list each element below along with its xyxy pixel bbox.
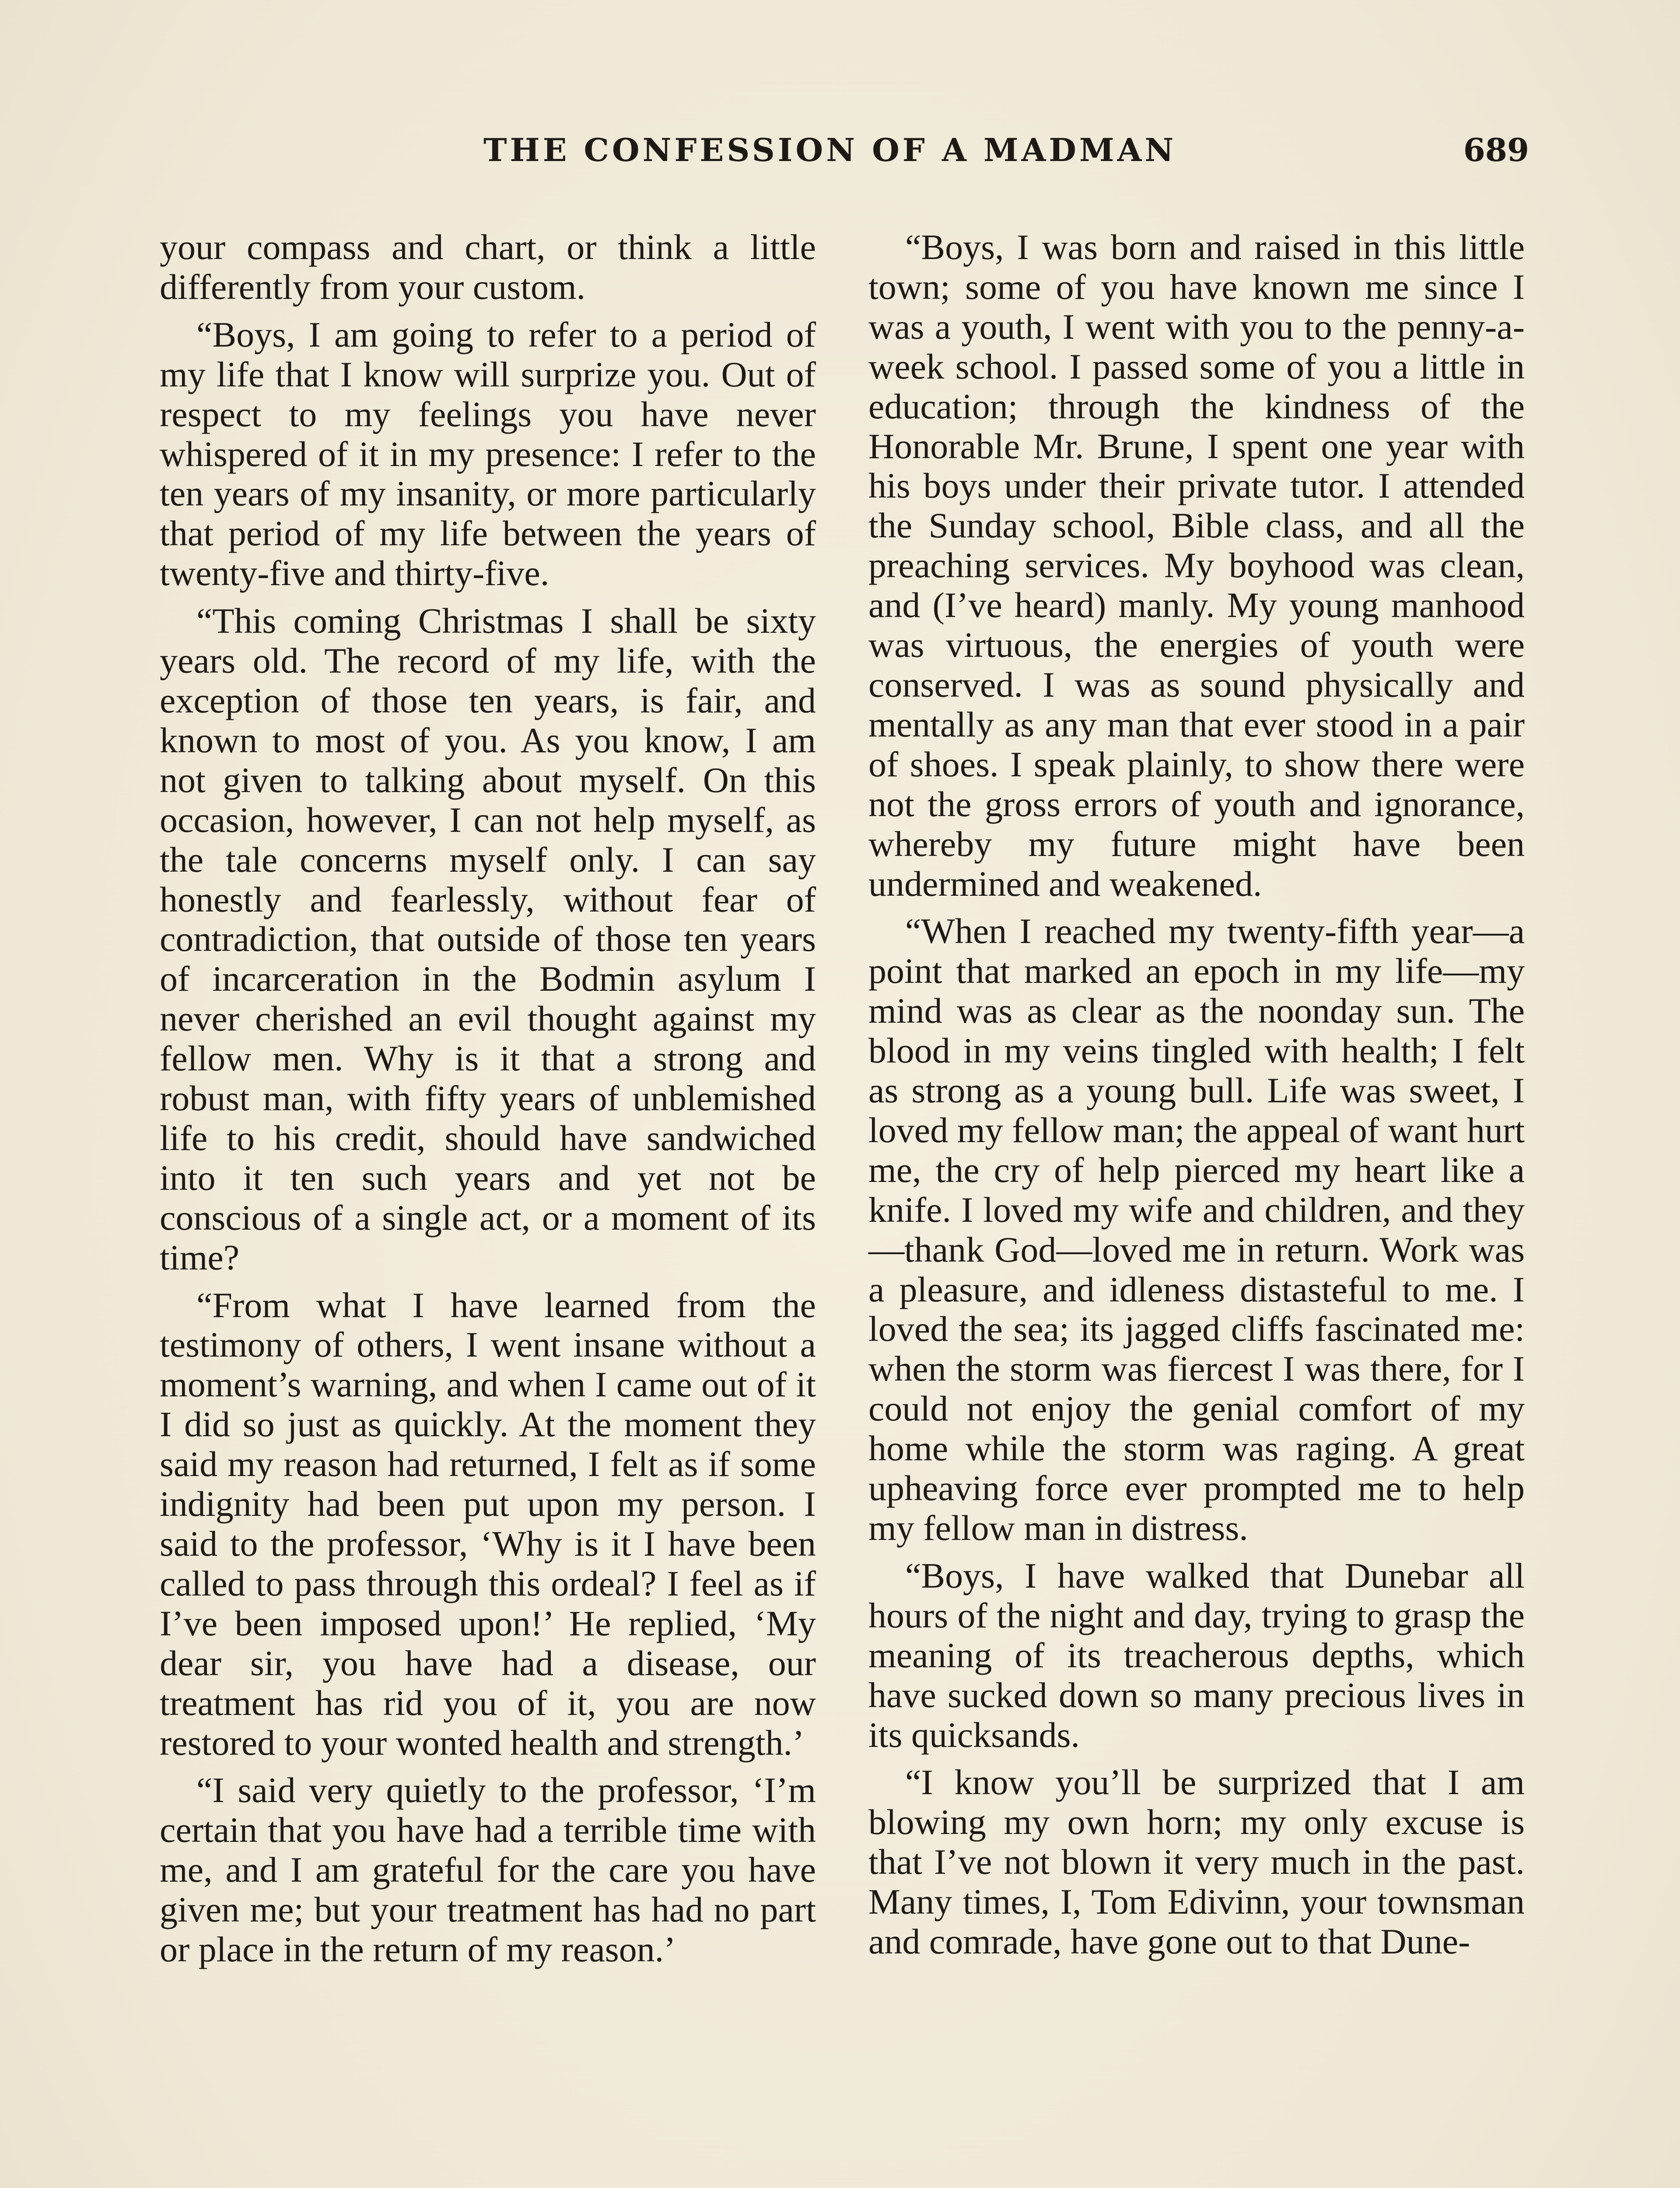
paragraph: “I know you’ll be surprized that I am blowing my own horn; my only excuse is that I’ve not blown it very much in the past. Many times, I, Tom Edivinn, your townsman and comrade, have gone out to that Dune- — [868, 1762, 1525, 1962]
right-text-column — [868, 228, 1525, 1970]
paragraph: your compass and chart, or think a little differently from your custom. — [160, 227, 816, 307]
paragraph: “Boys, I was born and raised in this little town; some of you have known me since I was a youth, I went with you to the penny-a-week school. I passed some of you a little in education; through the kindness of the Honorable Mr. Brune, I spent one year with his boys under their private tutor. I attended the Sunday school, Bible class, and all the preaching services. My boyhood was clean, and (I’ve heard) manly. My young manhood was virtuous, the energies of youth were conserved. I was as sound physically and mentally as any man that ever stood in a pair of shoes. I speak plainly, to show there were not the gross errors of youth and ignorance, whereby my future might have been undermined and weakened. — [868, 227, 1525, 904]
paragraph: “Boys, I am going to refer to a period of my life that I know will surprize you. Out of respect to my feelings you have never whispered of it in my presence: I refer to the ten years of my insanity, or more particularly that period of my life between the years of twenty-five and thirty-five. — [160, 314, 816, 593]
left-text-column — [160, 228, 816, 1978]
running-header — [160, 131, 1529, 184]
paragraph: “When I reached my twenty-fifth year—a point that marked an epoch in my life—my mind was as clear as the noonday sun. The blood in my veins tingled with health; I felt as strong as a young bull. Life was sweet, I loved my fellow man; the appeal of want hurt me, the cry of help pierced my heart like a knife. I loved my wife and children, and they—thank God—loved me in return. Work was a pleasure, and idleness distasteful to me. I loved the sea; its jagged cliffs fascinated me: when the storm was fiercest I was there, for I could not enjoy the genial comfort of my home while the storm was raging. A great upheaving force ever prompted me to help my fellow man in distress. — [868, 911, 1525, 1548]
paragraph: “Boys, I have walked that Dunebar all hours of the night and day, trying to grasp the meaning of its treacherous depths, which have sucked down so many precious lives in its quicksands. — [868, 1555, 1525, 1755]
paragraph: “I said very quietly to the professor, ‘I’m certain that you have had a terrible time with me, and I am grateful for the care you have given me; but your treatment has had no part or place in the return of my reason.’ — [160, 1770, 816, 1970]
paragraph: “This coming Christmas I shall be sixty years old. The record of my life, with the exception of those ten years, is fair, and known to most of you. As you know, I am not given to talking about myself. On this occasion, however, I can not help myself, as the tale concerns myself only. I can say honestly and fearlessly, without fear of contradiction, that outside of those ten years of incarceration in the Bodmin asylum I never cherished an evil thought against my fellow men. Why is it that a strong and robust man, with fifty years of unblemished life to his credit, should have sandwiched into it ten such years and yet not be conscious of a single act, or a moment of its time? — [160, 601, 816, 1277]
page-number: 689 — [1463, 131, 1529, 168]
running-head-title: THE CONFESSION OF A MADMAN — [483, 131, 1177, 168]
paragraph: “From what I have learned from the testimony of others, I went insane without a moment’s warning, and when I came out of it I did so just as quickly. At the moment they said my reason had returned, I felt as if some indignity had been put upon my person. I said to the professor, ‘Why is it I have been called to pass through this ordeal? I feel as if I’ve been imposed upon!’ He replied, ‘My dear sir, you have had a disease, our treatment has rid you of it, you are now restored to your wonted health and strength.’ — [160, 1285, 816, 1763]
